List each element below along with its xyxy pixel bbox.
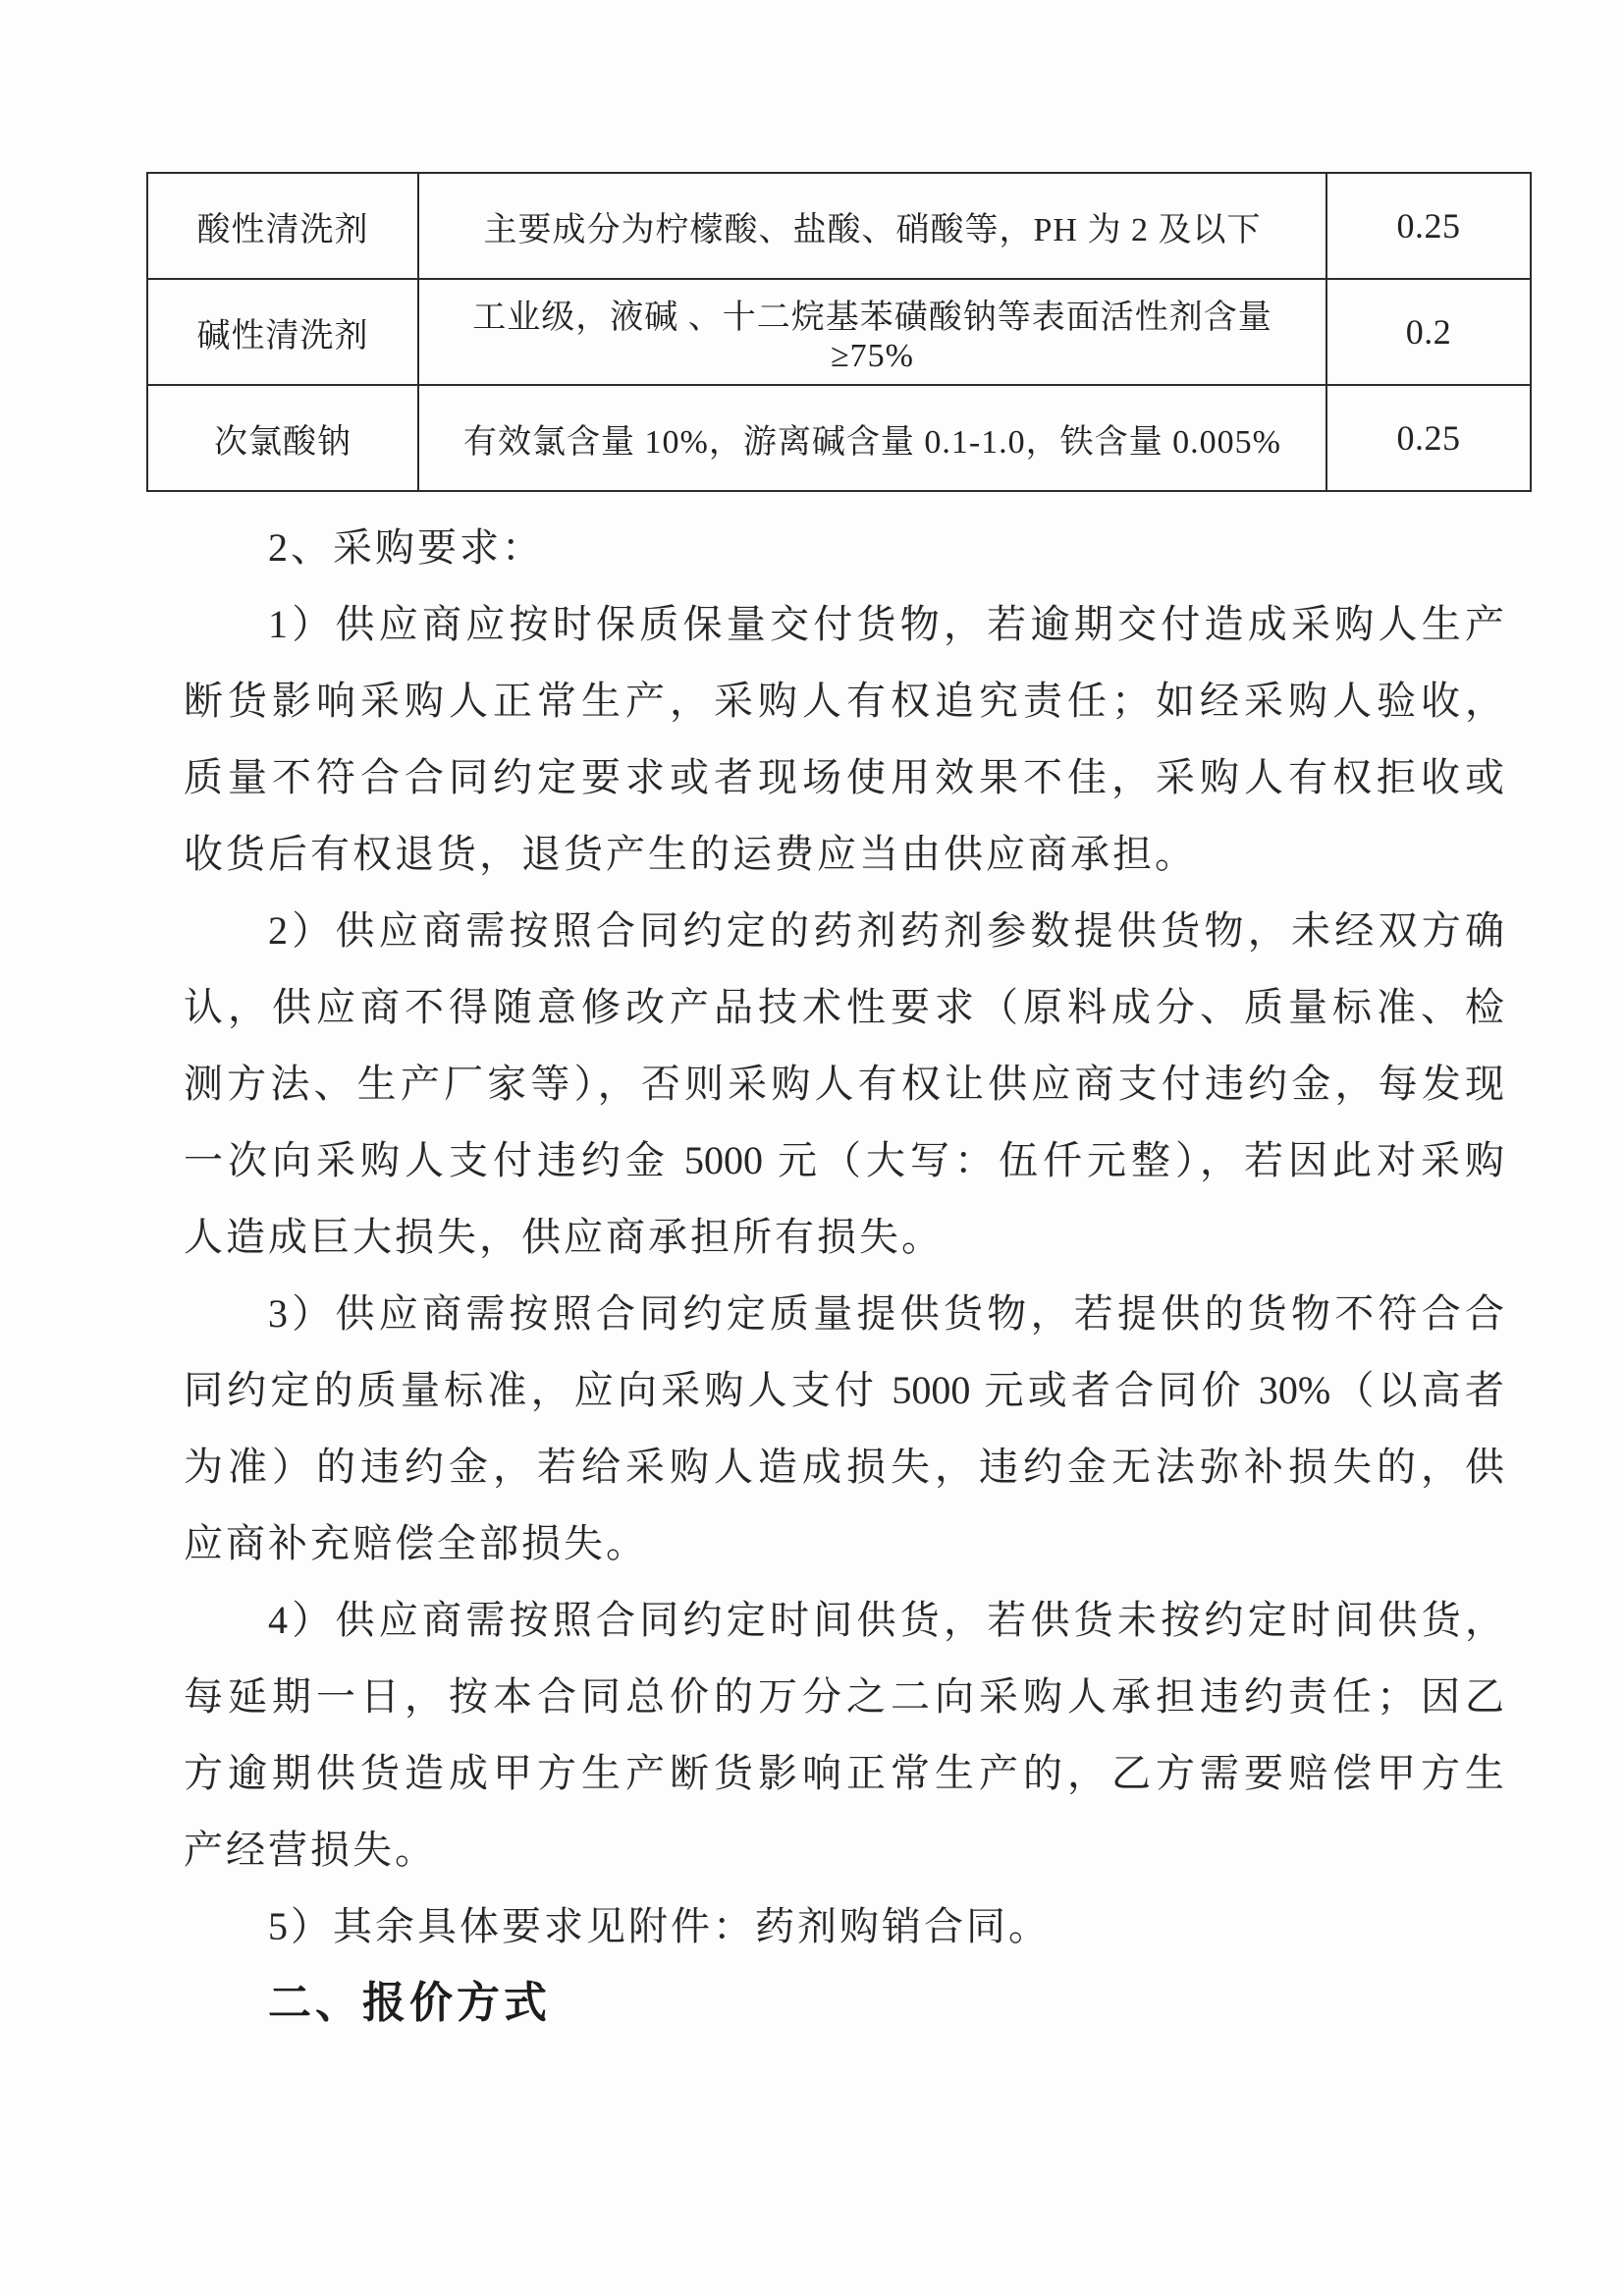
body-line: 4）供应商需按照合同约定时间供货，若供货未按约定时间供货， <box>268 1598 1504 1642</box>
body-line: 断货影响采购人正常生产，采购人有权追究责任；如经采购人验收， <box>184 679 1504 723</box>
table-cell-name: 酸性清洗剂 <box>147 173 418 279</box>
table-cell-spec: 有效氯含量 10%，游离碱含量 0.1-1.0，铁含量 0.005% <box>418 385 1326 491</box>
body-line: 为准）的违约金，若给采购人造成损失，违约金无法弥补损失的，供 <box>184 1445 1504 1489</box>
table-cell-value: 0.25 <box>1326 385 1531 491</box>
section-heading-procurement: 2、采购要求： <box>268 525 544 570</box>
table-row <box>147 173 1531 279</box>
body-line: 同约定的质量标准，应向采购人支付 5000 元或者合同价 30%（以高者 <box>184 1368 1504 1412</box>
body-line: 认，供应商不得随意修改产品技术性要求（原料成分、质量标准、检 <box>184 985 1504 1029</box>
table-cell-value: 0.25 <box>1326 173 1531 279</box>
table-row <box>147 385 1531 491</box>
body-line: 2）供应商需按照合同约定的药剂药剂参数提供货物，未经双方确 <box>268 908 1504 953</box>
table-cell-spec: 工业级，液碱 、十二烷基苯磺酸钠等表面活性剂含量≥75% <box>418 279 1326 385</box>
body-line: 一次向采购人支付违约金 5000 元（大写：伍仟元整），若因此对采购 <box>184 1138 1504 1182</box>
document-body <box>184 510 1504 2042</box>
table-cell-spec: 主要成分为柠檬酸、盐酸、硝酸等，PH 为 2 及以下 <box>418 173 1326 279</box>
body-line: 每延期一日，按本合同总价的万分之二向采购人承担违约责任；因乙 <box>184 1674 1504 1719</box>
chemical-spec-table <box>146 172 1532 492</box>
body-line: 1）供应商应按时保质保量交付货物，若逾期交付造成采购人生产 <box>268 602 1504 646</box>
table-cell-name: 次氯酸钠 <box>147 385 418 491</box>
table-row <box>147 279 1531 385</box>
section-heading-quote: 二、报价方式 <box>268 1979 551 2027</box>
body-line: 方逾期供货造成甲方生产断货影响正常生产的，乙方需要赔偿甲方生 <box>184 1751 1504 1795</box>
body-line: 质量不符合合同约定要求或者现场使用效果不佳，采购人有权拒收或 <box>184 755 1504 799</box>
body-line: 产经营损失。 <box>184 1828 437 1872</box>
table-cell-name: 碱性清洗剂 <box>147 279 418 385</box>
body-line: 应商补充赔偿全部损失。 <box>184 1521 648 1565</box>
body-line: 5）其余具体要求见附件：药剂购销合同。 <box>268 1904 1051 1948</box>
body-line: 测方法、生产厂家等），否则采购人有权让供应商支付违约金，每发现 <box>184 1062 1504 1106</box>
table-cell-value: 0.2 <box>1326 279 1531 385</box>
body-line: 3）供应商需按照合同约定质量提供货物，若提供的货物不符合合 <box>268 1291 1504 1336</box>
body-line: 人造成巨大损失，供应商承担所有损失。 <box>184 1215 944 1259</box>
body-line: 收货后有权退货，退货产生的运费应当由供应商承担。 <box>184 832 1197 876</box>
